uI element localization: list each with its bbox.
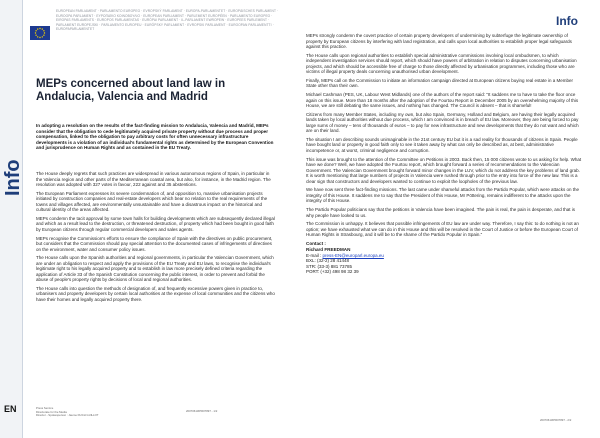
email-label: E-mail :: [306, 252, 322, 258]
info-vertical-text: Info: [2, 159, 22, 196]
language-code: EN: [4, 404, 17, 414]
article-body-page-2: [306, 33, 582, 275]
parliament-names: EUROPEAN PARLIAMENT · PARLAMENTO EUROPEO · EVROPSKÝ PARLAMENT · EUROPA-PARLAMENTET · EUROPÄISCHES PARLAMENT · EUROOPA PARLAMENT · ΕΥΡΩΠΑΪΚΟ ΚΟΙΝΟΒΟΥΛΙΟ · EUROPEAN PARLIAMENT · PARLEMENT EUROPÉEN · PARLAMENTO EUROPEO · EIROPAS PARLAMENTS · EUROPOS PARLAMENTAS · EURÓPAI PARLAMENT · IL-PARLAMENT EWROPEW · EUROPEES PARLEMENT · PARLAMENT EUROPEJSKI · PARLAMENTO EUROPEU · EURÓPSKY PARLAMENT · EVROPSKI PARLAMENT · EUROOPAN PARLAMENTTI · EUROPAPARLAMENTET: [56, 9, 279, 32]
contact-phone-str: STR: (33-3) 881 73785: [306, 263, 353, 269]
page-header: [30, 6, 284, 48]
paragraph: Citizens from many Member States, including my own, but also Spain, Germany, Holland and Belgium, are having their legally acquired lands taken by local authorities without due process, which I am convinced is in breach of EU law. Moreover, they are being forced to pay large sums of money – tens of thousands of euros – to pay for new infrastructure and new developments that they do not want and which are on their land.: [306, 111, 579, 134]
paragraph: MEPs strongly condemn the covert practice of certain property developers of undermining by subterfuge the legitimate ownership of property by European citizens by interfering with land registration, and calls upon local authorities to establish proper legal safeguards against this practice.: [306, 33, 572, 49]
paragraph: The House deeply regrets that such practices are widespread in various autonomous regions of Spain, in particular in the Valencia region and other parts of the Mediterranean coastal area, but also, for instance, in the Madrid region. The resolution was adopted with 327 votes in favour, 222 against and 35 abstentions.: [36, 171, 271, 187]
page-1-footer: [36, 407, 276, 418]
info-vertical-label: [2, 120, 22, 200]
paragraph: Finally, MEPs call on the Commission to initiate an information campaign directed at European citizens buying real estate in a Member State other than their own.: [306, 77, 574, 89]
info-label: Info: [556, 14, 578, 28]
paragraph: The Commission is unhappy. It believes that possible infringements of EU law are under way. Therefore, I say this: to do nothing is not an option; we have exhausted what we can do in this House and this will be resolved in the Court of Justice or before the European Court of Human Rights in Strasbourg, and it will be to the shame of the Partido Popular in Spain.": [306, 221, 579, 238]
contact-phone-port: PORT: (+32) 498 98 32 39: [306, 269, 359, 275]
paragraph: Michael Cashman (PES, UK, Labour West Midlands) one of the authors of the report said: "It saddens me to have to take the floor once again on this issue. More than 18 months after the adoption of the Fourtou Report in December 2005 by an overwhelming majority of this House, we are still debating the same issues, and nothing has changed. The Council is absent – that is shameful!: [306, 92, 579, 109]
paragraph: MEPs recognise the Commission's efforts to ensure the compliance of Spain with the directives on public procurement, but considers that the Commission should pay special attention to the documented cases of infringements of directives on the environment, water and consumer policy issues.: [36, 235, 273, 252]
article-body-page-1: [36, 171, 276, 306]
page-2: [300, 0, 600, 438]
footer-service: Press Service: [36, 406, 54, 410]
footer-reference: 20070613IPR07897 - 1/2: [186, 409, 218, 413]
paragraph: The situation I am describing sounds unimaginable in the 21st century EU but it is a sad reality for thousands of citizens in Spain. People have bought land or property in good faith only to see it taken away by what can only be described as, at best, administrative incompetence or, at worst, criminal negligence and corruption.: [306, 136, 578, 153]
article-lead: In adopting a resolution on the results of the fact-finding mission to Andalucia, Valencia and Madrid, MEPs consider that the obligation to cede legitimately acquired private property without due process and proper compensation, linked to the obligation to pay arbitrary costs for often unnecessary infrastructure developments is a violation of an individual's fundamental rights as determined by the European Convention and jurisprudence on Human Rights and as contained in the EU Treaty.: [36, 123, 274, 151]
contact-block: [306, 241, 582, 275]
paragraph: This issue was brought to the attention of the Committee on Petitions in 2003. Back then, 15 000 citizens wrote to us asking for help. What have we done? Well, we have adopted the Fourtou report, which brought forward a series of recommendations to the Valencian Government. The Valencian Government brought forward minor changes in the LUV, which do not address the key problems of land grab. It is worth mentioning that large numbers of projects in Valencia were rushed through prior to the entry into force of the new law. This is a clear sign that constructors and developers wanted to continue to exploit the loopholes of the previous law.: [306, 156, 582, 184]
paragraph: We have now sent three fact-finding missions. The last came under shameful attacks from the Partido Popular, which were attacks on the integrity of this House. It saddens me to say that the President of this House, Mr Pöttering, remains indifferent to the attacks upon the integrity of this House.: [306, 187, 579, 204]
email-link[interactable]: press-EN@europarl.europa.eu: [322, 252, 384, 258]
paragraph: MEPs condemn the tacit approval by some town halls for building developments which are subsequently declared illegal and which as a result lead to the destruction, or threatened destruction, of property which had been bought in good faith by European citizens through regular commercial developers and sales agents.: [36, 215, 275, 232]
paragraph: The European Parliament expresses its severe condemnation of, and opposition to, massive urbanisation projects initiated by construction companies and real-estate developers which bear no relation to the real requirements of the towns and villages affected, are environmentally unsustainable and have a disastrous impact on the historical and cultural identity of the areas affected.: [36, 190, 268, 213]
paragraph: The House calls upon the Spanish authorities and regional governments, in particular the Valencian Government, which are under an obligation to respect and apply the provisions of the EU Treaty and EU laws, to recognise the individual's legitimate right to his legally acquired property and to establish in law more precisely defined criteria regarding the application of Article 33 of the Spanish Constitution concerning the public interest, in order to prevent and forbid the abuse of people's property rights by decisions of local and regional authorities.: [36, 255, 274, 283]
footer-directorate: Directorate for the Media: [36, 409, 67, 414]
paragraph: The House calls into question the methods of designation of, and frequently excessive powers given in practice to, urbanisers and property developers by certain local authorities at the expense of local communities and the citizens who have their homes and legally acquired property there.: [36, 285, 275, 302]
paragraph: The Partido Popular politicians say that the petitions in Valencia have been imagined. The pain is real, the pain is desperate, and that is why people have looked to us.: [306, 207, 576, 218]
contact-title: Contact :: [306, 240, 326, 246]
side-strip: [0, 0, 23, 438]
footer-director: Director - Spokesperson : Jaume DUCH GUILLOT: [36, 413, 99, 418]
contact-phone-bxl: BXL: (32-2) 28 41448: [306, 258, 350, 264]
eu-flag-logo: [30, 26, 50, 40]
page-1: [24, 0, 290, 438]
contact-name: Richard FREEDMAN: [306, 246, 351, 252]
article-headline: MEPs concerned about land law in Andalucia, Valencia and Madrid: [36, 78, 226, 103]
paragraph: The House calls upon regional authorities to establish special administrative commissions involving local ombudsmen, to which independent investigation services should report, which should have powers of arbitration in relation to disputes concerning urbanisation projects, and which should be accessible free of charge to those directly affected by urbanisation programmes, including those who are victims of illegal property deals concerning unauthorised urban development.: [306, 52, 577, 75]
page-2-footer-reference: 20070613IPR07897 - 2/2: [540, 418, 572, 422]
